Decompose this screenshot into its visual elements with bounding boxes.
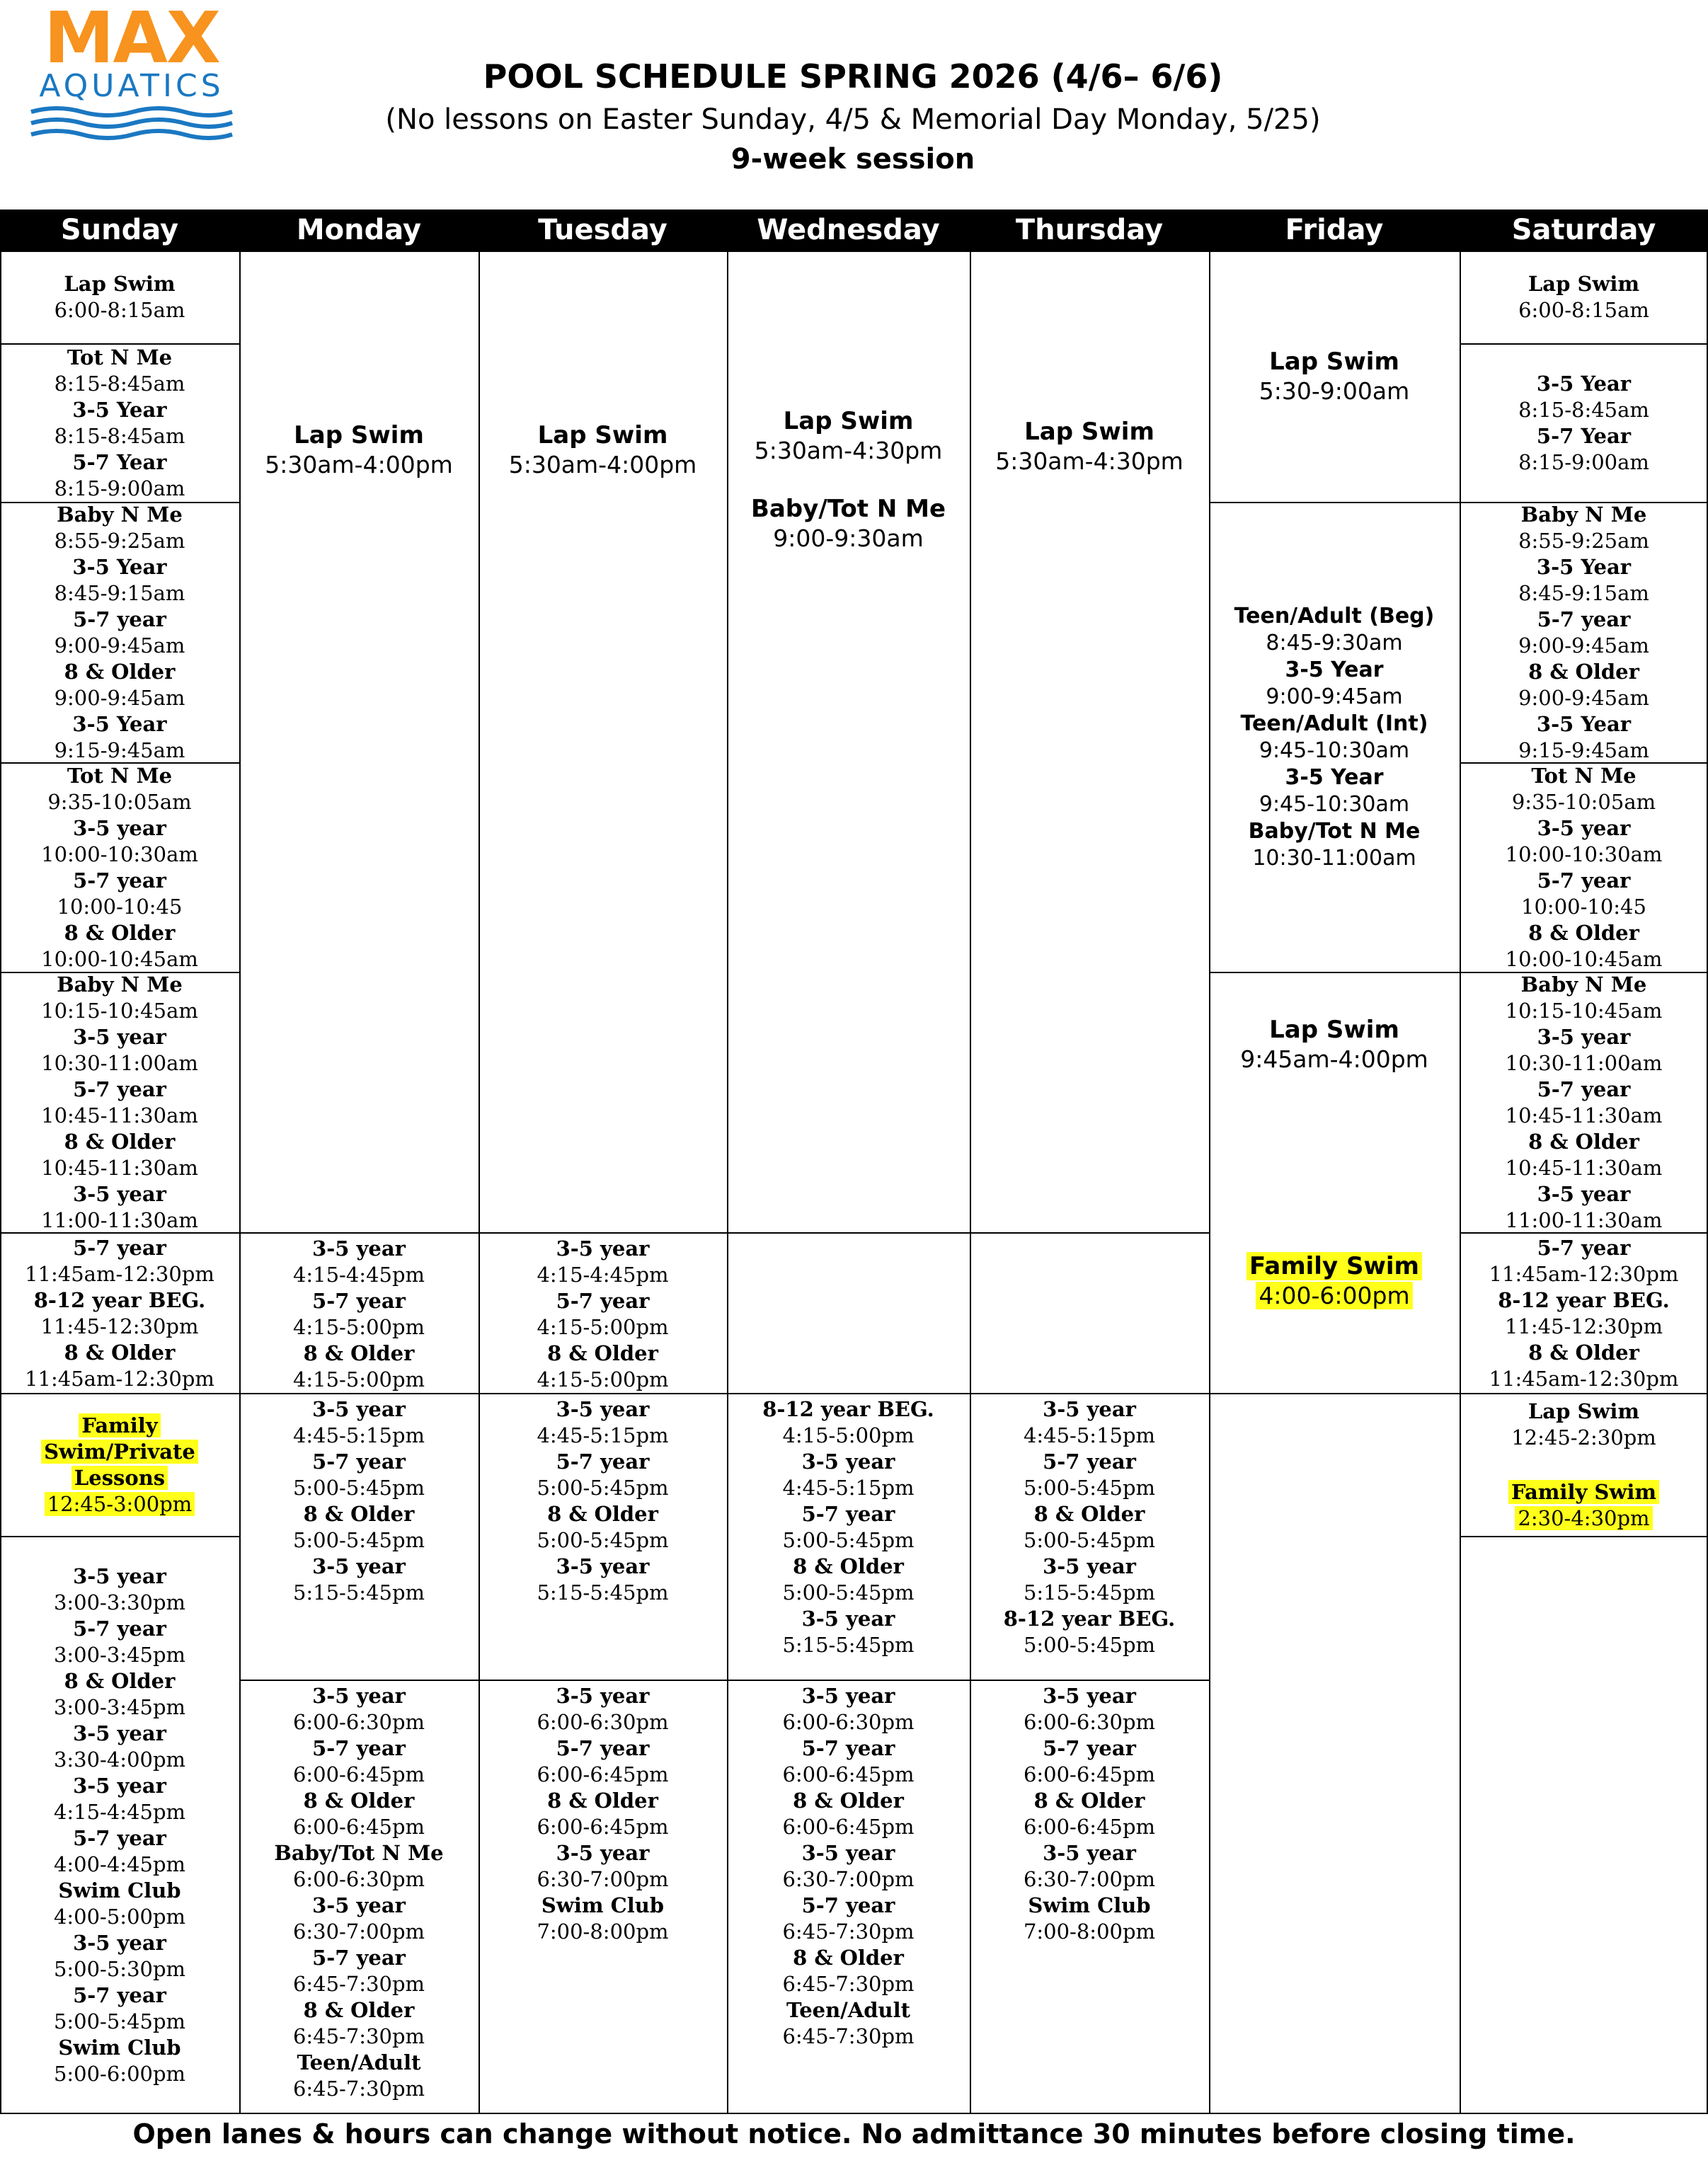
class-name: 5-7 year <box>1043 1450 1136 1474</box>
class-name: Baby/Tot N Me <box>750 495 946 523</box>
class-name: 5-7 year <box>73 1617 166 1641</box>
session-time: 6:45-7:30pm <box>782 1919 915 1944</box>
session-time: 8:45-9:15am <box>54 581 185 605</box>
session-time: 4:45-5:15pm <box>537 1423 669 1447</box>
session-time: 11:45am-12:30pm <box>25 1366 214 1391</box>
session-time: 6:00-6:45pm <box>537 1762 669 1786</box>
class-name: Lap Swim <box>294 421 424 449</box>
class-name: 3-5 Year <box>72 398 167 422</box>
class-name: 3-5 year <box>73 1182 166 1206</box>
session-time: 6:00-6:30pm <box>292 1710 425 1734</box>
session-time: 4:00-4:45pm <box>53 1852 186 1876</box>
session-time: 4:45-5:15pm <box>1023 1423 1156 1447</box>
class-name <box>1246 1251 1422 1281</box>
session-time: 5:30am-4:30pm <box>995 447 1183 475</box>
session-time: 9:45am-4:00pm <box>1240 1045 1428 1073</box>
monday-block-4 <box>241 1680 477 2114</box>
session-time: 5:00-5:45pm <box>292 1528 425 1552</box>
session-time: 10:00-10:45 <box>1521 895 1646 919</box>
session-time: 6:30-7:00pm <box>292 1919 425 1944</box>
session-time: 8:15-8:45am <box>1518 398 1649 422</box>
session-time: 4:45-5:15pm <box>292 1423 425 1447</box>
session-time: 5:30am-4:00pm <box>508 451 697 478</box>
session-time: 11:00-11:30am <box>1505 1208 1663 1232</box>
session-time: 5:00-5:45pm <box>292 1476 425 1500</box>
class-name: 5-7 year <box>73 1235 166 1260</box>
class-name: 3-5 year <box>73 1774 166 1798</box>
class-name: Baby N Me <box>57 503 183 527</box>
session-time: 5:30am-4:00pm <box>265 451 453 478</box>
session-time: 9:35-10:05am <box>1511 790 1656 814</box>
class-name: 3-5 Year <box>1285 658 1384 682</box>
class-name: Baby/Tot N Me <box>274 1841 444 1865</box>
class-name: Swim Club <box>58 1878 181 1902</box>
session-time: 6:45-7:30pm <box>782 2024 915 2048</box>
session-time: 5:15-5:45pm <box>782 1633 915 1657</box>
class-name: 3-5 year <box>801 1607 895 1631</box>
class-name: Lap Swim <box>1269 1016 1399 1044</box>
session-time: 9:35-10:05am <box>47 790 192 814</box>
session-time: 7:00-8:00pm <box>537 1919 669 1944</box>
class-name: 5-7 year <box>1537 607 1631 631</box>
class-name: 5-7 year <box>312 1946 406 1970</box>
session-time: 9:00-9:45am <box>1266 684 1403 709</box>
session-time <box>45 1491 195 1517</box>
class-name: 3-5 year <box>312 1554 406 1578</box>
class-name: 5-7 year <box>73 868 166 893</box>
class-name: 8 & Older <box>64 1130 176 1154</box>
session-time: 10:30-11:00am <box>1505 1051 1663 1075</box>
class-name: 3-5 year <box>73 816 166 840</box>
class-name: Lap Swim <box>783 407 914 435</box>
session-time: 5:00-5:45pm <box>537 1528 669 1552</box>
session-time: 6:00-6:30pm <box>537 1710 669 1734</box>
session-length: 9-week session <box>730 143 975 176</box>
highlighted-text: 12:45-3:00pm <box>45 1492 195 1516</box>
class-name: 5-7 year <box>1043 1736 1136 1760</box>
class-name <box>79 1413 160 1439</box>
class-name: Lap Swim <box>537 421 668 449</box>
class-name: 3-5 year <box>1043 1841 1136 1865</box>
session-time: 6:00-6:45pm <box>292 1815 425 1839</box>
class-name: 3-5 Year <box>72 555 167 579</box>
class-name: 3-5 year <box>801 1841 895 1865</box>
class-name: 5-7 year <box>73 607 166 631</box>
session-time: 11:45-12:30pm <box>40 1314 199 1338</box>
session-time: 11:00-11:30am <box>41 1208 198 1232</box>
sunday-block-4 <box>1 763 238 972</box>
session-time <box>1256 1281 1412 1311</box>
class-name: 3-5 year <box>801 1684 895 1708</box>
session-time: 5:00-5:45pm <box>782 1528 915 1552</box>
session-time: 9:45-10:30am <box>1259 738 1410 763</box>
class-name: 5-7 year <box>801 1502 895 1526</box>
session-time: 6:00-6:30pm <box>782 1710 915 1734</box>
saturday-block-3 <box>1461 503 1707 763</box>
schedule-subtitle: (No lessons on Easter Sunday, 4/5 & Memorial Day Monday, 5/25) <box>385 103 1321 136</box>
monday-block-3 <box>241 1394 477 1680</box>
class-name: Lap Swim <box>64 272 176 296</box>
class-name <box>71 1465 168 1491</box>
class-name: Lap Swim <box>1528 272 1640 296</box>
session-time: 4:45-5:15pm <box>782 1476 915 1500</box>
class-name: 3-5 year <box>73 1564 166 1588</box>
class-name: 8 & Older <box>547 1502 658 1526</box>
friday-block-1 <box>1210 251 1458 503</box>
session-time: 8:55-9:25am <box>1518 529 1649 553</box>
session-time: 3:00-3:30pm <box>53 1590 186 1614</box>
footer-notice: Open lanes & hours can change without notice. No admittance 30 minutes before closing time. <box>132 2118 1576 2150</box>
session-time <box>1515 1505 1652 1532</box>
class-name: 3-5 year <box>312 1684 406 1708</box>
class-name: 3-5 Year <box>1536 372 1632 396</box>
session-time: 8:15-8:45am <box>54 424 185 448</box>
session-time: 10:30-11:00am <box>41 1051 198 1075</box>
session-time: 9:00-9:45am <box>54 686 185 710</box>
session-time: 10:45-11:30am <box>1505 1103 1663 1127</box>
class-name: Baby N Me <box>1520 972 1647 997</box>
session-time: 8:15-8:45am <box>54 372 185 396</box>
session-time: 4:15-5:00pm <box>782 1423 915 1447</box>
session-time: 11:45am-12:30pm <box>1489 1261 1679 1286</box>
highlighted-text: 4:00-6:00pm <box>1256 1282 1412 1309</box>
session-time: 6:00-6:30pm <box>1023 1710 1156 1734</box>
class-name: 5-7 year <box>312 1289 406 1313</box>
session-time: 6:00-6:45pm <box>782 1762 915 1786</box>
thursday-block-4 <box>971 1680 1208 2114</box>
class-name: Tot N Me <box>67 764 173 788</box>
class-name: 5-7 year <box>312 1450 406 1474</box>
class-name: Teen/Adult <box>786 1998 911 2022</box>
session-time: 5:00-5:45pm <box>1023 1528 1156 1552</box>
class-name: 3-5 Year <box>72 712 167 736</box>
session-time: 3:30-4:00pm <box>53 1747 186 1772</box>
class-name: 8 & Older <box>547 1789 658 1813</box>
class-name: 5-7 year <box>801 1893 895 1917</box>
session-time: 5:00-5:45pm <box>1023 1633 1156 1657</box>
class-name: 3-5 year <box>1043 1397 1136 1421</box>
saturday-block-2 <box>1461 344 1707 503</box>
class-name: 3-5 year <box>1537 1025 1631 1049</box>
class-name: Teen/Adult (Int) <box>1240 711 1428 736</box>
session-time: 4:15-5:00pm <box>537 1315 669 1339</box>
logo-wordmark-max: MAX <box>43 0 219 79</box>
tuesday-block-4 <box>480 1680 726 2114</box>
session-time: 6:00-6:45pm <box>782 1815 915 1839</box>
schedule-table <box>0 210 1708 2114</box>
class-name: 5-7 Year <box>1536 424 1632 448</box>
class-name: 8 & Older <box>303 1789 415 1813</box>
class-name: 3-5 year <box>1537 816 1631 840</box>
monday-block-2 <box>241 1233 477 1394</box>
day-header-wednesday: Wednesday <box>727 210 970 251</box>
session-time: 6:30-7:00pm <box>782 1867 915 1891</box>
class-name: 3-5 year <box>73 1721 166 1745</box>
class-name: 3-5 Year <box>1536 555 1632 579</box>
class-name: 5-7 year <box>73 1983 166 2007</box>
session-time: 5:00-5:45pm <box>537 1476 669 1500</box>
saturday-block-4 <box>1461 763 1707 972</box>
session-time: 9:45-10:30am <box>1259 792 1410 817</box>
class-name: 5-7 year <box>73 1077 166 1101</box>
sunday-block-1 <box>1 251 238 344</box>
session-time: 6:00-6:30pm <box>292 1867 425 1891</box>
class-name: Tot N Me <box>67 345 173 369</box>
session-time: 5:30-9:00am <box>1259 377 1410 405</box>
wednesday-block-1 <box>728 251 968 1233</box>
class-name: Lap Swim <box>1269 348 1399 376</box>
class-name: 8 & Older <box>1528 660 1639 684</box>
class-name: 8 & Older <box>1528 1130 1639 1154</box>
class-name: Swim Club <box>1028 1893 1151 1917</box>
class-name: Lap Swim <box>1528 1399 1640 1423</box>
class-name: 5-7 year <box>556 1450 650 1474</box>
session-time: 4:15-4:45pm <box>53 1800 186 1824</box>
class-name: 8-12 year BEG. <box>33 1287 206 1312</box>
session-time: 6:00-6:45pm <box>1023 1762 1156 1786</box>
class-name: 8 & Older <box>1528 921 1639 945</box>
session-time: 11:45-12:30pm <box>1504 1314 1663 1338</box>
saturday-block-7 <box>1461 1394 1707 1537</box>
class-name: 5-7 year <box>1537 1235 1631 1260</box>
class-name: Tot N Me <box>1531 764 1637 788</box>
class-name: 3-5 year <box>556 1841 650 1865</box>
class-name: 5-7 Year <box>72 450 167 474</box>
class-name: 3-5 year <box>556 1554 650 1578</box>
session-time: 10:00-10:30am <box>1505 842 1663 866</box>
class-name: Baby N Me <box>57 972 183 997</box>
class-name: 5-7 year <box>312 1736 406 1760</box>
session-time: 10:00-10:45am <box>1505 947 1663 971</box>
class-name: 8 & Older <box>303 1502 415 1526</box>
session-time: 10:00-10:45 <box>57 895 183 919</box>
schedule-title: POOL SCHEDULE SPRING 2026 (4/6– 6/6) <box>483 57 1223 96</box>
class-name: 3-5 year <box>556 1236 650 1261</box>
class-name: 3-5 Year <box>1285 765 1384 790</box>
day-header-monday: Monday <box>239 210 478 251</box>
class-name: 3-5 year <box>312 1397 406 1421</box>
session-time: 10:45-11:30am <box>41 1156 198 1180</box>
session-time: 6:30-7:00pm <box>537 1867 669 1891</box>
class-name: 8 & Older <box>547 1341 658 1365</box>
tuesday-block-2 <box>480 1233 726 1394</box>
session-time: 7:00-8:00pm <box>1023 1919 1156 1944</box>
session-time: 5:15-5:45pm <box>537 1580 669 1605</box>
class-name: 8 & Older <box>64 660 176 684</box>
session-time: 3:00-3:45pm <box>53 1643 186 1667</box>
class-name: 8-12 year BEG. <box>762 1397 934 1421</box>
sunday-block-6 <box>1 1233 238 1394</box>
class-name: 5-7 year <box>73 1826 166 1850</box>
day-header-friday: Friday <box>1209 210 1460 251</box>
class-name <box>1508 1479 1659 1505</box>
highlighted-text: Family Swim <box>1246 1252 1422 1280</box>
wednesday-block-4 <box>728 1680 968 2114</box>
class-name: 5-7 year <box>1537 1077 1631 1101</box>
session-time: 4:15-4:45pm <box>292 1263 425 1287</box>
session-time: 9:00-9:45am <box>54 633 185 658</box>
session-time: 11:45am-12:30pm <box>1489 1366 1679 1391</box>
session-time: 6:00-6:45pm <box>537 1815 669 1839</box>
class-name: 3-5 year <box>73 1931 166 1955</box>
session-time: 10:00-10:30am <box>41 842 198 866</box>
class-name: Swim Club <box>541 1893 665 1917</box>
session-time: 5:00-5:30pm <box>53 1957 186 1981</box>
session-time: 9:00-9:30am <box>773 524 924 552</box>
max-aquatics-logo <box>25 0 238 140</box>
friday-block-2 <box>1210 503 1458 972</box>
class-name <box>41 1439 198 1465</box>
class-name: 5-7 year <box>556 1289 650 1313</box>
session-time: 5:00-5:45pm <box>53 2009 186 2033</box>
sunday-block-3 <box>1 503 238 763</box>
class-name: 3-5 year <box>312 1893 406 1917</box>
session-time: 6:00-6:45pm <box>1023 1815 1156 1839</box>
sunday-block-7 <box>1 1394 238 1537</box>
session-time: 8:15-9:00am <box>54 476 185 500</box>
class-name: 8 & Older <box>303 1341 415 1365</box>
class-name: Baby N Me <box>1520 503 1647 527</box>
tuesday-block-1 <box>480 251 726 1233</box>
session-time: 3:00-3:45pm <box>53 1695 186 1719</box>
session-time: 6:45-7:30pm <box>782 1972 915 1996</box>
saturday-block-1 <box>1461 251 1707 344</box>
class-name: 3-5 year <box>312 1236 406 1261</box>
session-time: 5:00-5:45pm <box>782 1580 915 1605</box>
day-header-thursday: Thursday <box>970 210 1209 251</box>
day-header-sunday: Sunday <box>0 210 239 251</box>
session-time: 4:15-5:00pm <box>292 1315 425 1339</box>
monday-block-1 <box>241 251 477 1233</box>
class-name: 3-5 year <box>556 1397 650 1421</box>
class-name: 8 & Older <box>793 1554 904 1578</box>
thursday-block-1 <box>971 251 1208 1233</box>
session-time: 8:45-9:30am <box>1266 631 1403 655</box>
session-time: 10:45-11:30am <box>1505 1156 1663 1180</box>
class-name: Lap Swim <box>1024 418 1154 446</box>
session-time: 6:45-7:30pm <box>292 2077 425 2101</box>
sunday-block-2 <box>1 344 238 503</box>
sunday-block-8 <box>1 1537 238 2114</box>
session-time: 12:45-2:30pm <box>1511 1425 1656 1450</box>
highlighted-text: 2:30-4:30pm <box>1515 1506 1652 1530</box>
session-time: 11:45am-12:30pm <box>25 1261 214 1286</box>
session-time: 10:15-10:45am <box>1505 999 1663 1023</box>
class-name: 3-5 year <box>73 1025 166 1049</box>
class-name: 5-7 year <box>801 1736 895 1760</box>
session-time: 6:30-7:00pm <box>1023 1867 1156 1891</box>
sunday-block-5 <box>1 972 238 1233</box>
class-name: 5-7 year <box>1537 868 1631 893</box>
session-time: 5:00-6:00pm <box>53 2062 186 2086</box>
tuesday-block-3 <box>480 1394 726 1680</box>
session-time: 9:00-9:45am <box>1518 686 1649 710</box>
class-name: 8 & Older <box>1033 1789 1145 1813</box>
session-time: 6:00-6:45pm <box>292 1762 425 1786</box>
saturday-block-6 <box>1461 1233 1707 1394</box>
class-name: 3-5 year <box>801 1450 895 1474</box>
session-time: 9:15-9:45am <box>54 738 185 762</box>
session-time: 4:15-5:00pm <box>292 1367 425 1391</box>
session-time: 4:00-5:00pm <box>53 1905 186 1929</box>
session-time: 6:45-7:30pm <box>292 1972 425 1996</box>
class-name: 8 & Older <box>64 1669 176 1693</box>
saturday-block-5 <box>1461 972 1707 1233</box>
waves-icon <box>30 105 234 140</box>
class-name: 8 & Older <box>1528 1340 1639 1365</box>
session-time: 10:00-10:45am <box>41 947 198 971</box>
session-time: 10:15-10:45am <box>41 999 198 1023</box>
session-time: 4:15-4:45pm <box>537 1263 669 1287</box>
class-name: 3-5 year <box>1043 1554 1136 1578</box>
session-time: 6:00-8:15am <box>54 298 185 322</box>
class-name: 8 & Older <box>793 1789 904 1813</box>
highlighted-text: Lessons <box>71 1466 168 1490</box>
class-name: Swim Club <box>58 2036 181 2060</box>
session-time: 9:00-9:45am <box>1518 633 1649 658</box>
class-name: 8 & Older <box>64 1340 176 1365</box>
session-time: 8:55-9:25am <box>54 529 185 553</box>
session-time: 6:45-7:30pm <box>292 2024 425 2048</box>
thursday-block-3 <box>971 1394 1208 1680</box>
day-header-tuesday: Tuesday <box>478 210 727 251</box>
class-name: 3-5 year <box>1537 1182 1631 1206</box>
class-name: Baby/Tot N Me <box>1248 819 1421 844</box>
class-name: 3-5 Year <box>1536 712 1632 736</box>
session-time: 6:00-8:15am <box>1518 298 1649 322</box>
session-time: 5:15-5:45pm <box>292 1580 425 1605</box>
logo-wordmark-aquatics: AQUATICS <box>39 68 224 104</box>
day-header-saturday: Saturday <box>1460 210 1708 251</box>
class-name: 3-5 year <box>556 1684 650 1708</box>
friday-block-3 <box>1210 972 1458 1394</box>
session-time: 10:30-11:00am <box>1252 846 1416 871</box>
class-name: Teen/Adult <box>297 2050 421 2074</box>
class-name: 5-7 year <box>556 1736 650 1760</box>
session-time: 9:15-9:45am <box>1518 738 1649 762</box>
highlighted-text: Family Swim <box>1508 1480 1659 1504</box>
class-name: 8 & Older <box>1033 1502 1145 1526</box>
session-time: 5:30am-4:30pm <box>754 437 943 464</box>
class-name: 8-12 year BEG. <box>1003 1607 1176 1631</box>
class-name: 8 & Older <box>303 1998 415 2022</box>
class-name: Teen/Adult (Beg) <box>1234 604 1435 629</box>
class-name: 8-12 year BEG. <box>1498 1287 1670 1312</box>
wednesday-block-3 <box>728 1394 968 1680</box>
session-time: 8:45-9:15am <box>1518 581 1649 605</box>
session-time: 10:45-11:30am <box>41 1103 198 1127</box>
class-name: 8 & Older <box>64 921 176 945</box>
class-name: 3-5 year <box>1043 1684 1136 1708</box>
session-time: 5:00-5:45pm <box>1023 1476 1156 1500</box>
session-time: 4:15-5:00pm <box>537 1367 669 1391</box>
class-name: 8 & Older <box>793 1946 904 1970</box>
highlighted-text: Swim/Private <box>41 1440 198 1464</box>
highlighted-text: Family <box>79 1413 160 1437</box>
session-time: 5:15-5:45pm <box>1023 1580 1156 1605</box>
session-time: 8:15-9:00am <box>1518 450 1649 474</box>
